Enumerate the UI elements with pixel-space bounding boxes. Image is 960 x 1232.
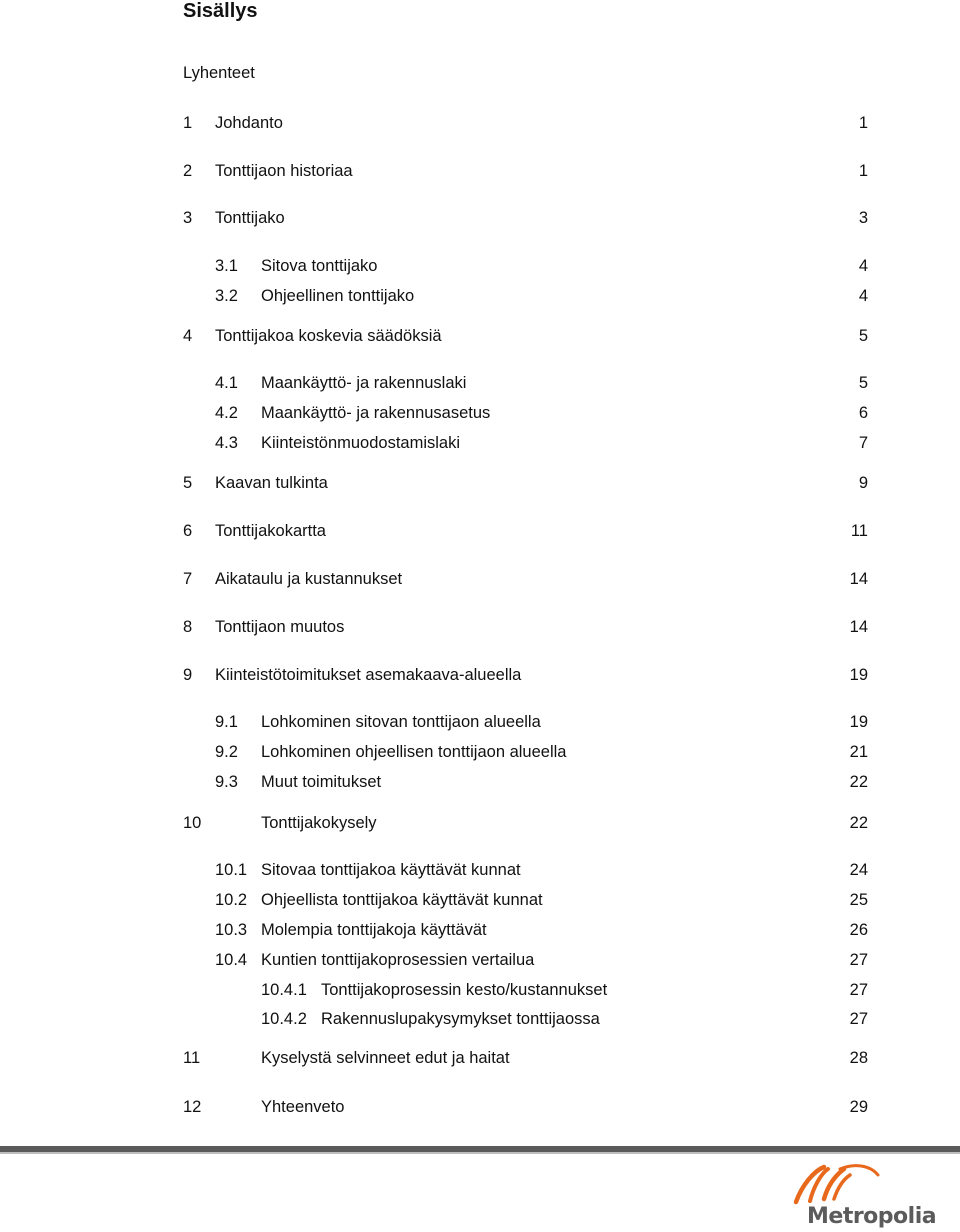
toc-entry-9-2[interactable] xyxy=(0,741,960,763)
toc-entry-11[interactable] xyxy=(0,1047,960,1069)
toc-entry-number: 10.2 xyxy=(215,891,248,909)
toc-entry-4[interactable] xyxy=(0,325,960,347)
toc-entry-page: 29 xyxy=(849,1098,868,1116)
toc-entry-number: 4 xyxy=(183,327,193,345)
toc-entry-page: 4 xyxy=(858,287,868,305)
toc-entry-4-2[interactable] xyxy=(0,402,960,424)
toc-entry-label: Tonttijakokysely xyxy=(261,814,377,832)
toc-entry-label: Kuntien tonttijakoprosessien vertailua xyxy=(261,951,535,969)
toc-entry-number: 5 xyxy=(183,474,193,492)
toc-entry-3[interactable] xyxy=(0,207,960,229)
toc-entry-4-1[interactable] xyxy=(0,372,960,394)
page-title: Sisällys xyxy=(183,0,258,22)
toc-entry-page: 1 xyxy=(858,114,868,132)
metropolia-logo xyxy=(780,1155,945,1232)
toc-entry-label: Kyselystä selvinneet edut ja haitat xyxy=(261,1049,510,1067)
toc-entry-number: 6 xyxy=(183,522,193,540)
toc-entry-number: 9 xyxy=(183,666,193,684)
toc-entry-page: 7 xyxy=(858,434,868,452)
toc-entry-label: Tonttijako xyxy=(215,209,285,227)
toc-entry-number: 10.4 xyxy=(215,951,248,969)
toc-entry-label: Lohkominen sitovan tonttijaon alueella xyxy=(261,713,541,731)
toc-entry-number: 4.1 xyxy=(215,374,238,392)
toc-entry-1[interactable] xyxy=(0,112,960,134)
toc-entry-page: 1 xyxy=(858,162,868,180)
toc-entry-page: 14 xyxy=(849,570,868,588)
toc-entry-4-3[interactable] xyxy=(0,432,960,454)
toc-entry-label: Ohjeellista tonttijakoa käyttävät kunnat xyxy=(261,891,543,909)
toc-entry-label: Muut toimitukset xyxy=(261,773,382,791)
toc-entry-label: Yhteenveto xyxy=(261,1098,345,1116)
toc-entry-number: 8 xyxy=(183,618,193,636)
toc-entry-label: Lyhenteet xyxy=(183,64,255,82)
toc-entry-page: 5 xyxy=(858,374,868,392)
toc-entry-2[interactable] xyxy=(0,160,960,182)
toc-entry-label: Maankäyttö- ja rakennusasetus xyxy=(261,404,491,422)
toc-entry-10[interactable] xyxy=(0,812,960,834)
toc-entry-label: Ohjeellinen tonttijako xyxy=(261,287,415,305)
toc-entry-label: Tonttijaon muutos xyxy=(215,618,345,636)
toc-entry-page: 6 xyxy=(858,404,868,422)
toc-entry-10-4[interactable] xyxy=(0,949,960,971)
toc-entry-number: 3.2 xyxy=(215,287,238,305)
toc-entry-number: 9.2 xyxy=(215,743,238,761)
toc-entry-number: 9.3 xyxy=(215,773,238,791)
toc-entry-page: 28 xyxy=(849,1049,868,1067)
toc-entry-page: 19 xyxy=(849,713,868,731)
toc-entry-page: 14 xyxy=(849,618,868,636)
toc-entry-9-3[interactable] xyxy=(0,771,960,793)
footer-divider-shadow xyxy=(0,1152,960,1154)
toc-entry-number: 10 xyxy=(183,814,202,832)
toc-entry-number: 11 xyxy=(183,1049,201,1067)
toc-entry-10-4-2[interactable] xyxy=(0,1008,960,1030)
toc-entry-number: 1 xyxy=(183,114,193,132)
toc-entry-number: 10.4.1 xyxy=(261,981,307,999)
toc-entry-page: 21 xyxy=(849,743,868,761)
toc-entry-9-1[interactable] xyxy=(0,711,960,733)
toc-entry-page: 3 xyxy=(858,209,868,227)
toc-entry-page: 24 xyxy=(849,861,868,879)
toc-entry-10-3[interactable] xyxy=(0,919,960,941)
metropolia-logo-text: Metropolia xyxy=(807,1204,937,1229)
toc-entry-page: 5 xyxy=(858,327,868,345)
toc-entry-5[interactable] xyxy=(0,472,960,494)
toc-entry-number: 9.1 xyxy=(215,713,238,731)
toc-entry-label: Tonttijakoprosessin kesto/kustannukset xyxy=(321,981,608,999)
toc-entry-page: 26 xyxy=(849,921,868,939)
toc-entry-label: Johdanto xyxy=(215,114,283,132)
toc-entry-8[interactable] xyxy=(0,616,960,638)
toc-entry-page: 27 xyxy=(849,1010,868,1028)
toc-entry-10-2[interactable] xyxy=(0,889,960,911)
toc-entry-3-2[interactable] xyxy=(0,285,960,307)
toc-entry-page: 9 xyxy=(858,474,868,492)
toc-entry-label: Kiinteistötoimitukset asemakaava-alueella xyxy=(215,666,522,684)
toc-entry-number: 12 xyxy=(183,1098,202,1116)
toc-entry-number: 3 xyxy=(183,209,193,227)
toc-entry-9[interactable] xyxy=(0,664,960,686)
toc-entry-page: 22 xyxy=(849,814,868,832)
toc-entry-number: 10.3 xyxy=(215,921,248,939)
toc-entry-label: Rakennuslupakysymykset tonttijaossa xyxy=(321,1010,600,1028)
toc-entry-page: 27 xyxy=(849,951,868,969)
toc-entry-label: Tonttijakoa koskevia säädöksiä xyxy=(215,327,442,345)
toc-entry-12[interactable] xyxy=(0,1096,960,1118)
toc-entry-label: Lohkominen ohjeellisen tonttijaon alueella xyxy=(261,743,567,761)
toc-entry-label: Maankäyttö- ja rakennuslaki xyxy=(261,374,467,392)
toc-entry-7[interactable] xyxy=(0,568,960,590)
toc-entry-10-1[interactable] xyxy=(0,859,960,881)
toc-entry-page: 4 xyxy=(858,257,868,275)
toc-entry-number: 3.1 xyxy=(215,257,238,275)
toc-entry-page: 25 xyxy=(849,891,868,909)
toc-entry-page: 11 xyxy=(850,522,868,540)
toc-entry-6[interactable] xyxy=(0,520,960,542)
toc-entry-label: Aikataulu ja kustannukset xyxy=(215,570,403,588)
toc-entry-number: 2 xyxy=(183,162,193,180)
toc-entry-lyhenteet[interactable] xyxy=(0,62,960,84)
toc-entry-3-1[interactable] xyxy=(0,255,960,277)
toc-entry-label: Sitovaa tonttijakoa käyttävät kunnat xyxy=(261,861,521,879)
toc-entry-page: 27 xyxy=(849,981,868,999)
toc-entry-label: Sitova tonttijako xyxy=(261,257,378,275)
toc-entry-page: 22 xyxy=(849,773,868,791)
toc-entry-number: 10.4.2 xyxy=(261,1010,307,1028)
toc-entry-label: Molempia tonttijakoja käyttävät xyxy=(261,921,487,939)
toc-entry-label: Kaavan tulkinta xyxy=(215,474,328,492)
toc-entry-number: 7 xyxy=(183,570,193,588)
toc-entry-10-4-1[interactable] xyxy=(0,979,960,1001)
toc-entry-number: 4.3 xyxy=(215,434,238,452)
toc-entry-number: 10.1 xyxy=(215,861,248,879)
toc-entry-label: Tonttijaon historiaa xyxy=(215,162,353,180)
toc-entry-label: Kiinteistönmuodostamislaki xyxy=(261,434,461,452)
toc-entry-number: 4.2 xyxy=(215,404,238,422)
toc-entry-page: 19 xyxy=(849,666,868,684)
toc-entry-label: Tonttijakokartta xyxy=(215,522,326,540)
